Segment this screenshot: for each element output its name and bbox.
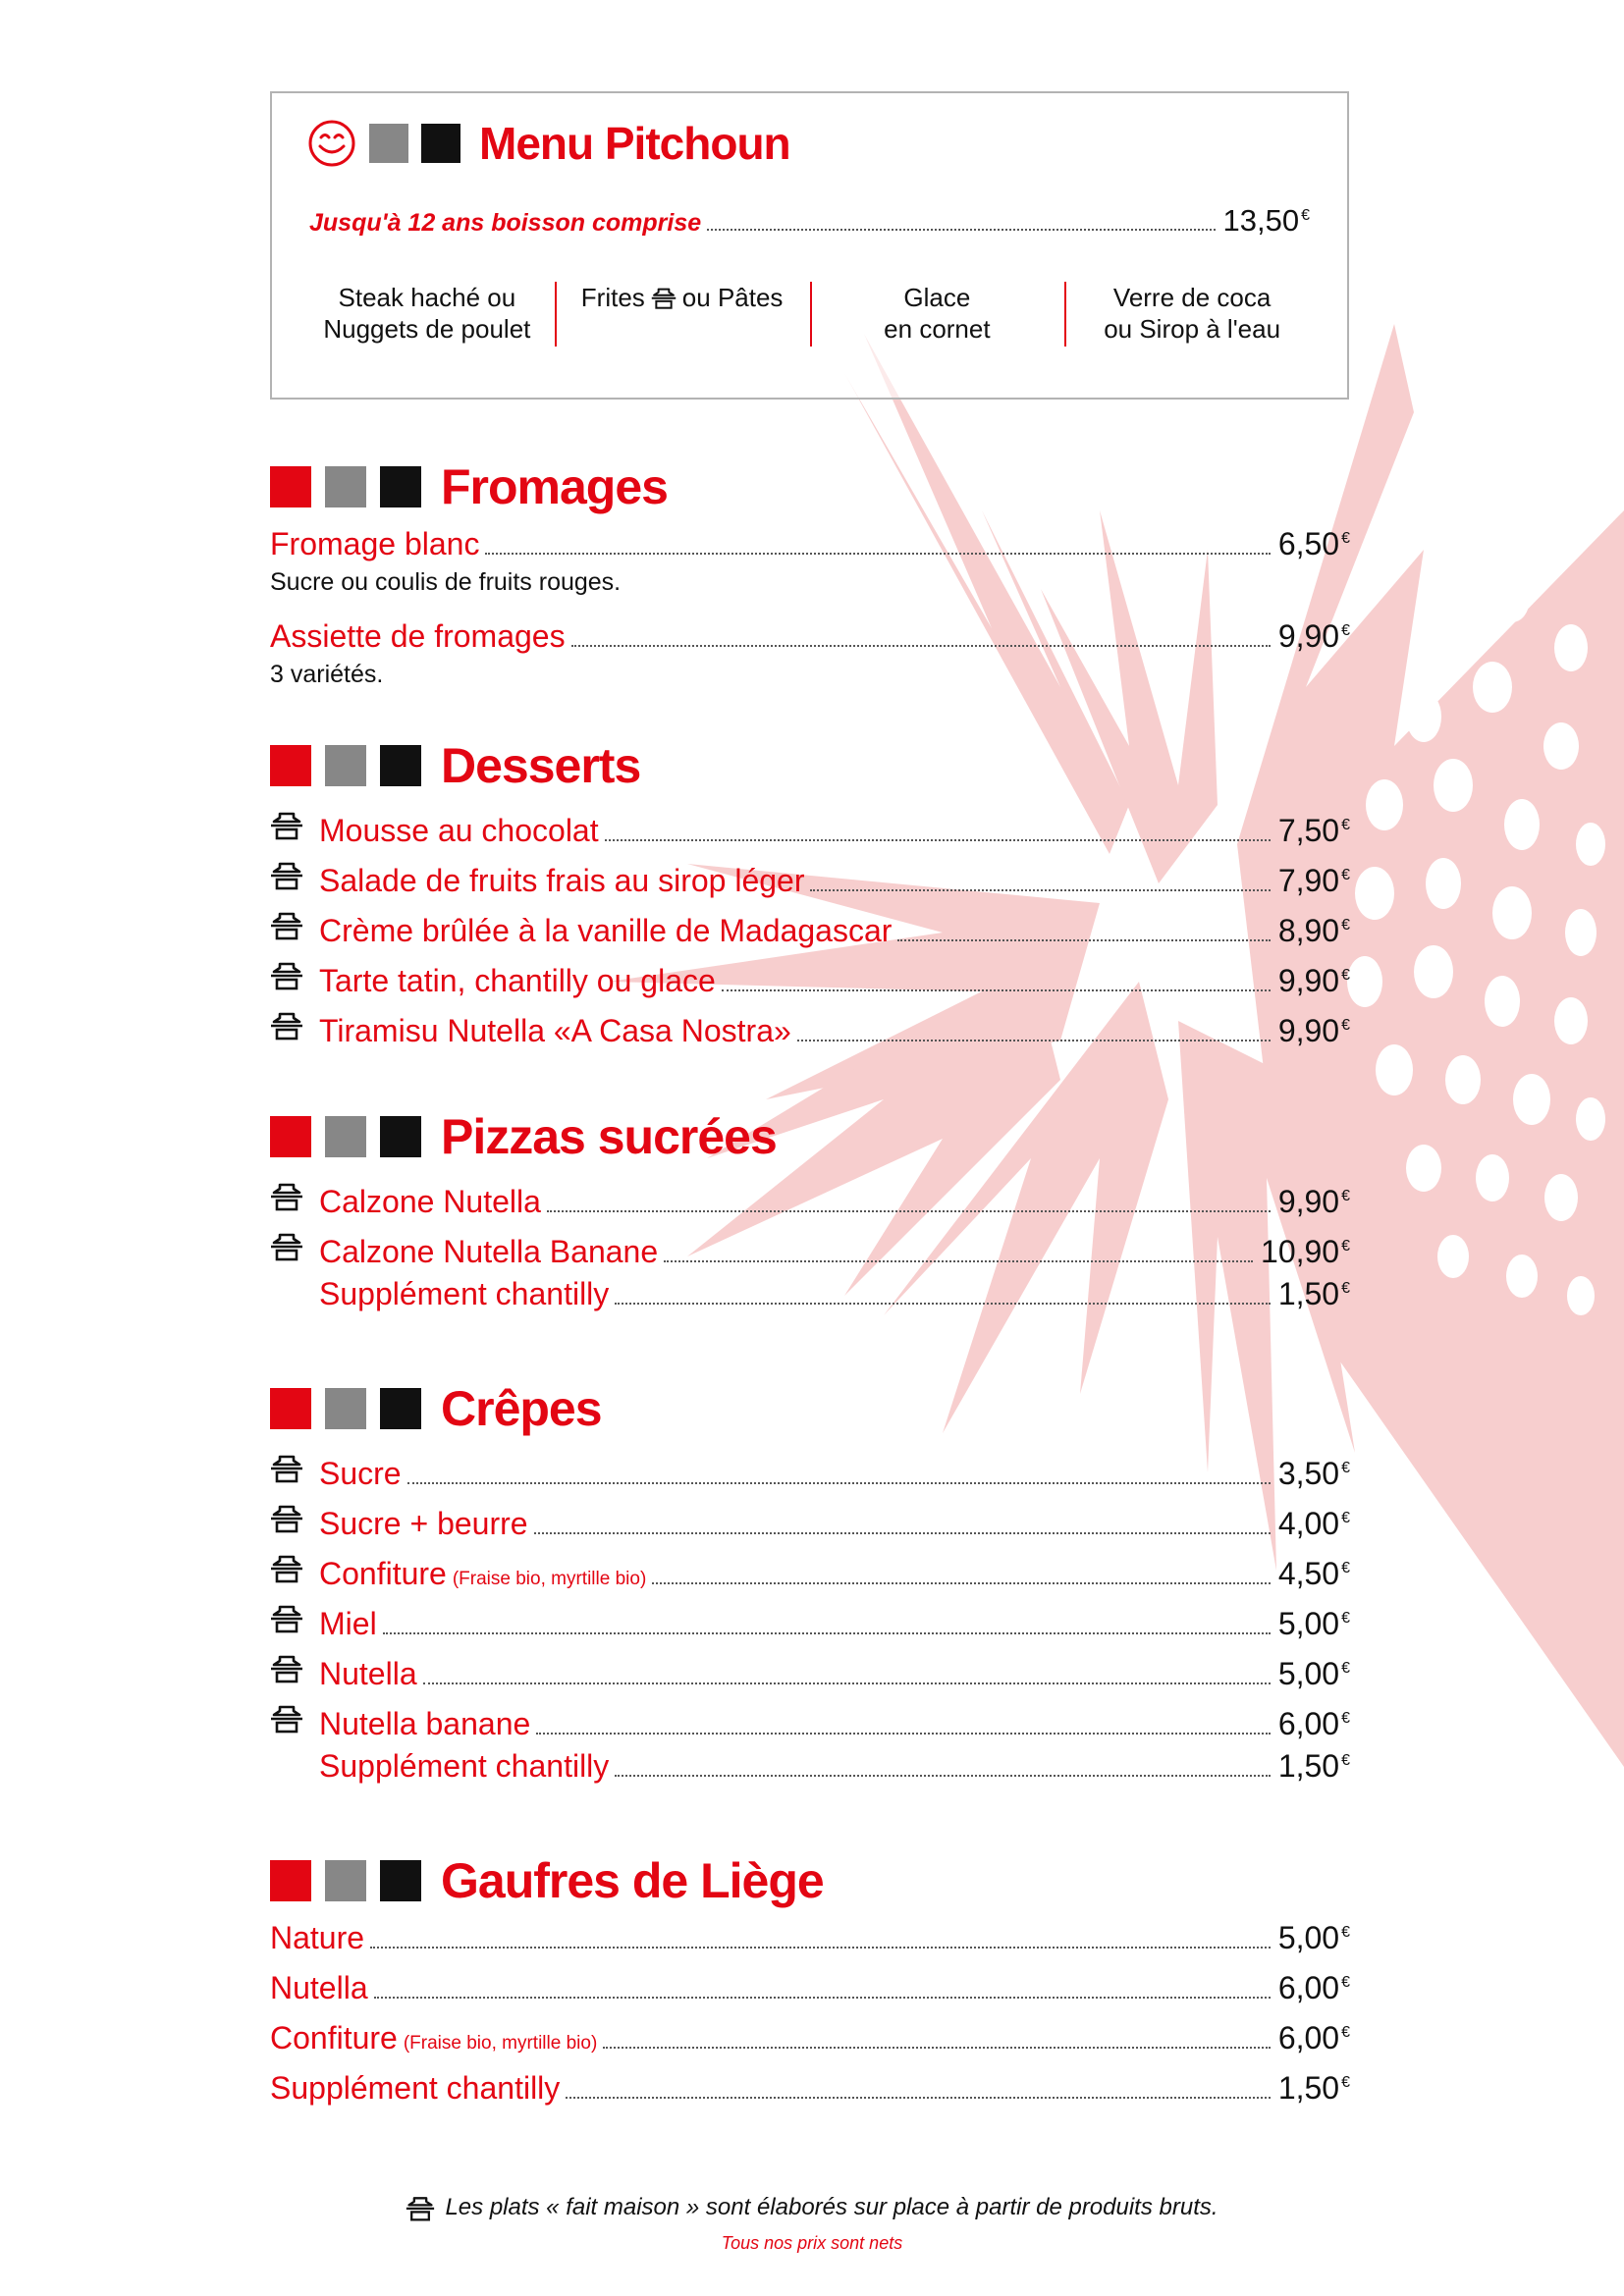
section-title: Desserts <box>441 738 641 793</box>
kids-menu-choice: Verre de coca ou Sirop à l'eau <box>1064 282 1320 345</box>
section-header <box>270 1851 1350 1910</box>
homemade-icon <box>270 1229 303 1262</box>
homemade-icon <box>270 1008 303 1041</box>
menu-item: Nutella 5,00 € <box>270 1648 1350 1698</box>
menu-item: Supplément chantilly 1,50 € <box>319 1276 1350 1311</box>
homemade-icon <box>270 958 303 991</box>
section-fromages <box>270 457 1350 711</box>
section-title: Pizzas sucrées <box>441 1109 777 1164</box>
homemade-icon <box>270 1451 303 1484</box>
black-square <box>380 1860 421 1901</box>
kids-menu-choices <box>299 282 1320 345</box>
section-desserts <box>270 736 1350 1055</box>
kids-menu-choice: Glace en cornet <box>810 282 1065 345</box>
menu-item: Fromage blanc 6,50 € <box>270 526 1350 561</box>
menu-item: Confiture (Fraise bio, myrtille bio) 6,00 € <box>270 2020 1350 2056</box>
homemade-icon <box>270 1651 303 1684</box>
grey-square <box>325 1388 366 1429</box>
menu-item: Sucre 3,50 € <box>270 1448 1350 1498</box>
homemade-icon <box>270 908 303 941</box>
section-pizzas-sucrees <box>270 1107 1350 1326</box>
menu-item: Sucre + beurre 4,00 € <box>270 1498 1350 1548</box>
section-header <box>270 736 1350 795</box>
kids-menu-title: Menu Pitchoun <box>479 118 790 169</box>
homemade-icon <box>270 1701 303 1735</box>
black-square <box>380 1388 421 1429</box>
item-note: (Fraise bio, myrtille bio) <box>403 2033 598 2054</box>
kids-menu-price: 13,50 € <box>1222 203 1310 238</box>
menu-item: Supplément chantilly 1,50 € <box>270 2070 1350 2106</box>
menu-item: Tarte tatin, chantilly ou glace 9,90 € <box>270 955 1350 1005</box>
menu-item: Supplément chantilly 1,50 € <box>319 1748 1350 1784</box>
black-square <box>380 1116 421 1157</box>
menu-item: Nature 5,00 € <box>270 1920 1350 1955</box>
red-square <box>270 466 311 507</box>
red-square <box>270 1388 311 1429</box>
kids-menu-box <box>270 91 1349 400</box>
menu-item: Salade de fruits frais au sirop léger 7,90 € <box>270 855 1350 905</box>
smiley-icon <box>307 119 356 168</box>
menu-item: Mousse au chocolat 7,50 € <box>270 805 1350 855</box>
black-square <box>380 745 421 786</box>
menu-item: Tiramisu Nutella «A Casa Nostra» 9,90 € <box>270 1005 1350 1055</box>
red-square <box>270 1860 311 1901</box>
section-header <box>270 1107 1350 1166</box>
menu-item: Assiette de fromages 9,90 € <box>270 618 1350 654</box>
dotted-leader <box>707 229 1215 231</box>
grey-square <box>369 124 408 163</box>
homemade-icon <box>406 2193 435 2222</box>
menu-item: Calzone Nutella Banane 10,90 € <box>270 1226 1350 1276</box>
grey-square <box>325 745 366 786</box>
red-square <box>270 745 311 786</box>
homemade-icon <box>651 285 677 310</box>
menu-item: Calzone Nutella 9,90 € <box>270 1176 1350 1226</box>
menu-item: Confiture (Fraise bio, myrtille bio) 4,50 € <box>270 1548 1350 1598</box>
item-note: (Fraise bio, myrtille bio) <box>452 1569 647 1589</box>
menu-item: Nutella banane 6,00 € <box>270 1698 1350 1748</box>
kids-menu-choice: Frites ou Pâtes <box>555 282 810 345</box>
menu-item: Crème brûlée à la vanille de Madagascar 8,90 € <box>270 905 1350 955</box>
section-header <box>270 1379 1350 1438</box>
kids-menu-header <box>307 117 790 170</box>
kids-menu-choice: Steak haché ou Nuggets de poulet <box>323 283 531 344</box>
item-description: Sucre ou coulis de fruits rouges. <box>270 568 622 596</box>
section-header <box>270 457 1350 516</box>
red-square <box>270 1116 311 1157</box>
homemade-icon <box>270 1601 303 1634</box>
section-gaufres <box>270 1851 1350 2120</box>
black-square <box>380 466 421 507</box>
footer <box>0 2193 1624 2254</box>
menu-item: Nutella 6,00 € <box>270 1970 1350 2005</box>
homemade-icon <box>270 858 303 891</box>
grey-square <box>325 1116 366 1157</box>
homemade-icon <box>270 1551 303 1584</box>
homemade-icon <box>270 1501 303 1534</box>
item-description: 3 variétés. <box>270 661 384 688</box>
kids-menu-price-line <box>309 203 1310 239</box>
section-title: Gaufres de Liège <box>441 1853 824 1908</box>
black-square <box>421 124 460 163</box>
prices-note: Tous nos prix sont nets <box>721 2233 903 2253</box>
section-title: Fromages <box>441 459 668 514</box>
kids-menu-label: Jusqu'à 12 ans boisson comprise <box>309 209 702 237</box>
grey-square <box>325 1860 366 1901</box>
section-crepes <box>270 1379 1350 1798</box>
homemade-note: Les plats « fait maison » sont élaborés sur place à partir de produits bruts. <box>406 2193 1218 2222</box>
grey-square <box>325 466 366 507</box>
homemade-icon <box>270 1179 303 1212</box>
section-title: Crêpes <box>441 1381 602 1436</box>
homemade-icon <box>270 808 303 841</box>
menu-item: Miel 5,00 € <box>270 1598 1350 1648</box>
